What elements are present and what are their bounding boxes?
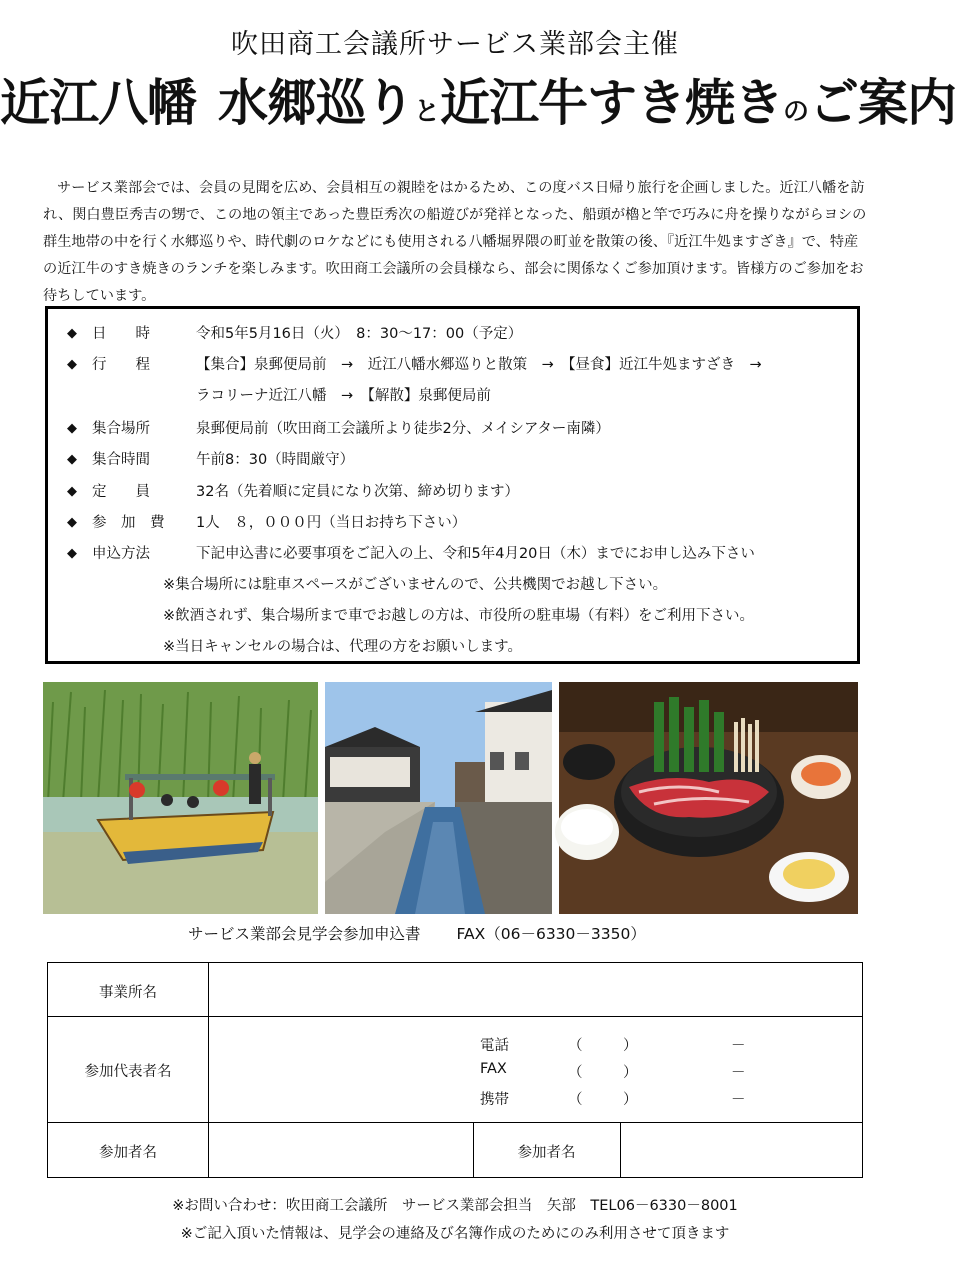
detail-label: 申込方法 bbox=[92, 546, 150, 562]
detail-value: 午前8：30（時間厳守） bbox=[196, 452, 355, 468]
fax-paren-close: ） bbox=[623, 1065, 638, 1081]
boat-photo-illustration bbox=[43, 682, 318, 914]
diamond-bullet-icon: ◆ bbox=[67, 515, 77, 530]
privacy-note: ※ご記入頂いた情報は、見学会の連絡及び名簿作成のためにのみ利用させて頂きます bbox=[180, 1226, 730, 1242]
event-details-box bbox=[45, 306, 860, 664]
detail-value: 【集合】泉郵便局前 → 近江八幡水郷巡りと散策 → 【昼食】近江牛処ますざき → bbox=[196, 357, 762, 373]
title-part-sukiyaki: 近江牛すき焼き bbox=[440, 74, 784, 132]
mobile-dash: － bbox=[731, 1092, 746, 1108]
mobile-label: 携帯 bbox=[480, 1092, 509, 1108]
mobile-paren-close: ） bbox=[623, 1092, 638, 1108]
form-title: サービス業部会見学会参加申込書 bbox=[188, 925, 421, 943]
diamond-bullet-icon: ◆ bbox=[67, 357, 77, 372]
detail-label: 行 程 bbox=[92, 357, 150, 373]
representative-label: 参加代表者名 bbox=[84, 1064, 172, 1080]
participant-label-1: 参加者名 bbox=[99, 1145, 157, 1161]
diamond-bullet-icon: ◆ bbox=[67, 484, 77, 499]
title-particle-to: と bbox=[414, 97, 441, 127]
organizer-subtitle: 吹田商工会議所サービス業部会主催 bbox=[231, 29, 679, 60]
table-divider bbox=[620, 1122, 621, 1177]
detail-label: 定 員 bbox=[92, 484, 150, 500]
diamond-bullet-icon: ◆ bbox=[67, 326, 77, 341]
fax-paren-open: （ bbox=[568, 1065, 583, 1081]
title-particle-no: の bbox=[783, 97, 810, 127]
participant-name-field-1[interactable] bbox=[210, 1125, 470, 1175]
detail-value: 令和5年5月16日（火） 8：30～17：00（予定） bbox=[196, 326, 523, 342]
tel-label: 電話 bbox=[480, 1038, 509, 1054]
diamond-bullet-icon: ◆ bbox=[67, 421, 77, 436]
form-fax-number: FAX（06－6330－3350） bbox=[456, 925, 646, 943]
tel-paren-open: （ bbox=[568, 1038, 583, 1054]
company-name-label: 事業所名 bbox=[99, 985, 157, 1001]
detail-label: 参 加 費 bbox=[92, 515, 165, 531]
note-car: ※飲酒されず、集合場所まで車でお越しの方は、市役所の駐車場（有料）をご利用下さい。 bbox=[163, 608, 754, 624]
mobile-paren-open: （ bbox=[568, 1092, 583, 1108]
company-name-field[interactable] bbox=[210, 965, 860, 1015]
intro-paragraph: サービス業部会では、会員の見聞を広め、会員相互の親睦をはかるため、この度バス日帰り旅行を企画しました。近江八幡を訪れ、関白豊臣秀吉の甥で、この地の領主であった豊臣秀次の船遊びが発祥となった、船頭が櫓と竿で巧みに舟を操りながらヨシの群生地帯の中を行く水郷巡りや、時代劇のロケなどにも使用される八幡堀界隈の町並を散策の後、『近江牛処ますざき』で、特産の近江牛のすき焼きのランチを楽しみます。吹田商工会議所の会員様なら、部会に関係なくご参加頂けます。皆様方のご参加をお待ちしています。 bbox=[43, 180, 867, 304]
detail-label: 集合場所 bbox=[92, 421, 150, 437]
canal-photo-illustration bbox=[325, 682, 552, 914]
table-divider bbox=[48, 1122, 862, 1123]
participant-label-2: 参加者名 bbox=[517, 1145, 576, 1161]
note-parking: ※集合場所には駐車スペースがございませんので、公共機関でお越し下さい。 bbox=[163, 577, 668, 593]
sukiyaki-photo-illustration bbox=[559, 682, 858, 914]
note-cancel: ※当日キャンセルの場合は、代理の方をお願いします。 bbox=[163, 639, 522, 655]
detail-value: 32名（先着順に定員になり次第、締め切ります） bbox=[196, 484, 519, 500]
detail-value: 下記申込書に必要事項をご記入の上、令和5年4月20日（木）までにお申し込み下さい bbox=[196, 546, 755, 562]
form-heading bbox=[188, 922, 646, 944]
detail-value: 泉郵便局前（吹田商工会議所より徒歩2分、メイシアター南隣） bbox=[196, 421, 610, 437]
detail-value: ラコリーナ近江八幡 → 【解散】泉郵便局前 bbox=[196, 388, 491, 404]
detail-label: 日 時 bbox=[92, 326, 150, 342]
contact-info: ※お問い合わせ：吹田商工会議所 サービス業部会担当 矢部 TEL06－6330－8001 bbox=[172, 1198, 738, 1214]
photo-suigo-boat bbox=[43, 682, 318, 914]
title-part-suigo: 水郷巡り bbox=[218, 74, 414, 132]
title-part-omihachiman: 近江八幡 bbox=[0, 74, 196, 132]
detail-label: 集合時間 bbox=[92, 452, 150, 468]
photo-hachimanbori bbox=[325, 682, 552, 914]
detail-value: 1人 ８，０００円（当日お持ち下さい） bbox=[196, 515, 467, 531]
application-form-table bbox=[47, 962, 863, 1178]
fax-label: FAX bbox=[480, 1061, 507, 1077]
participant-name-field-2[interactable] bbox=[623, 1125, 860, 1175]
diamond-bullet-icon: ◆ bbox=[67, 452, 77, 467]
fax-dash: － bbox=[731, 1065, 746, 1081]
page-title bbox=[0, 74, 956, 132]
tel-dash: － bbox=[731, 1038, 746, 1054]
title-part-annai: ご案内 bbox=[809, 74, 956, 132]
representative-name-field[interactable] bbox=[210, 1019, 470, 1119]
photo-sukiyaki bbox=[559, 682, 858, 914]
tel-paren-close: ） bbox=[623, 1038, 638, 1054]
table-divider bbox=[48, 1016, 862, 1017]
diamond-bullet-icon: ◆ bbox=[67, 546, 77, 561]
table-divider bbox=[208, 963, 209, 1177]
